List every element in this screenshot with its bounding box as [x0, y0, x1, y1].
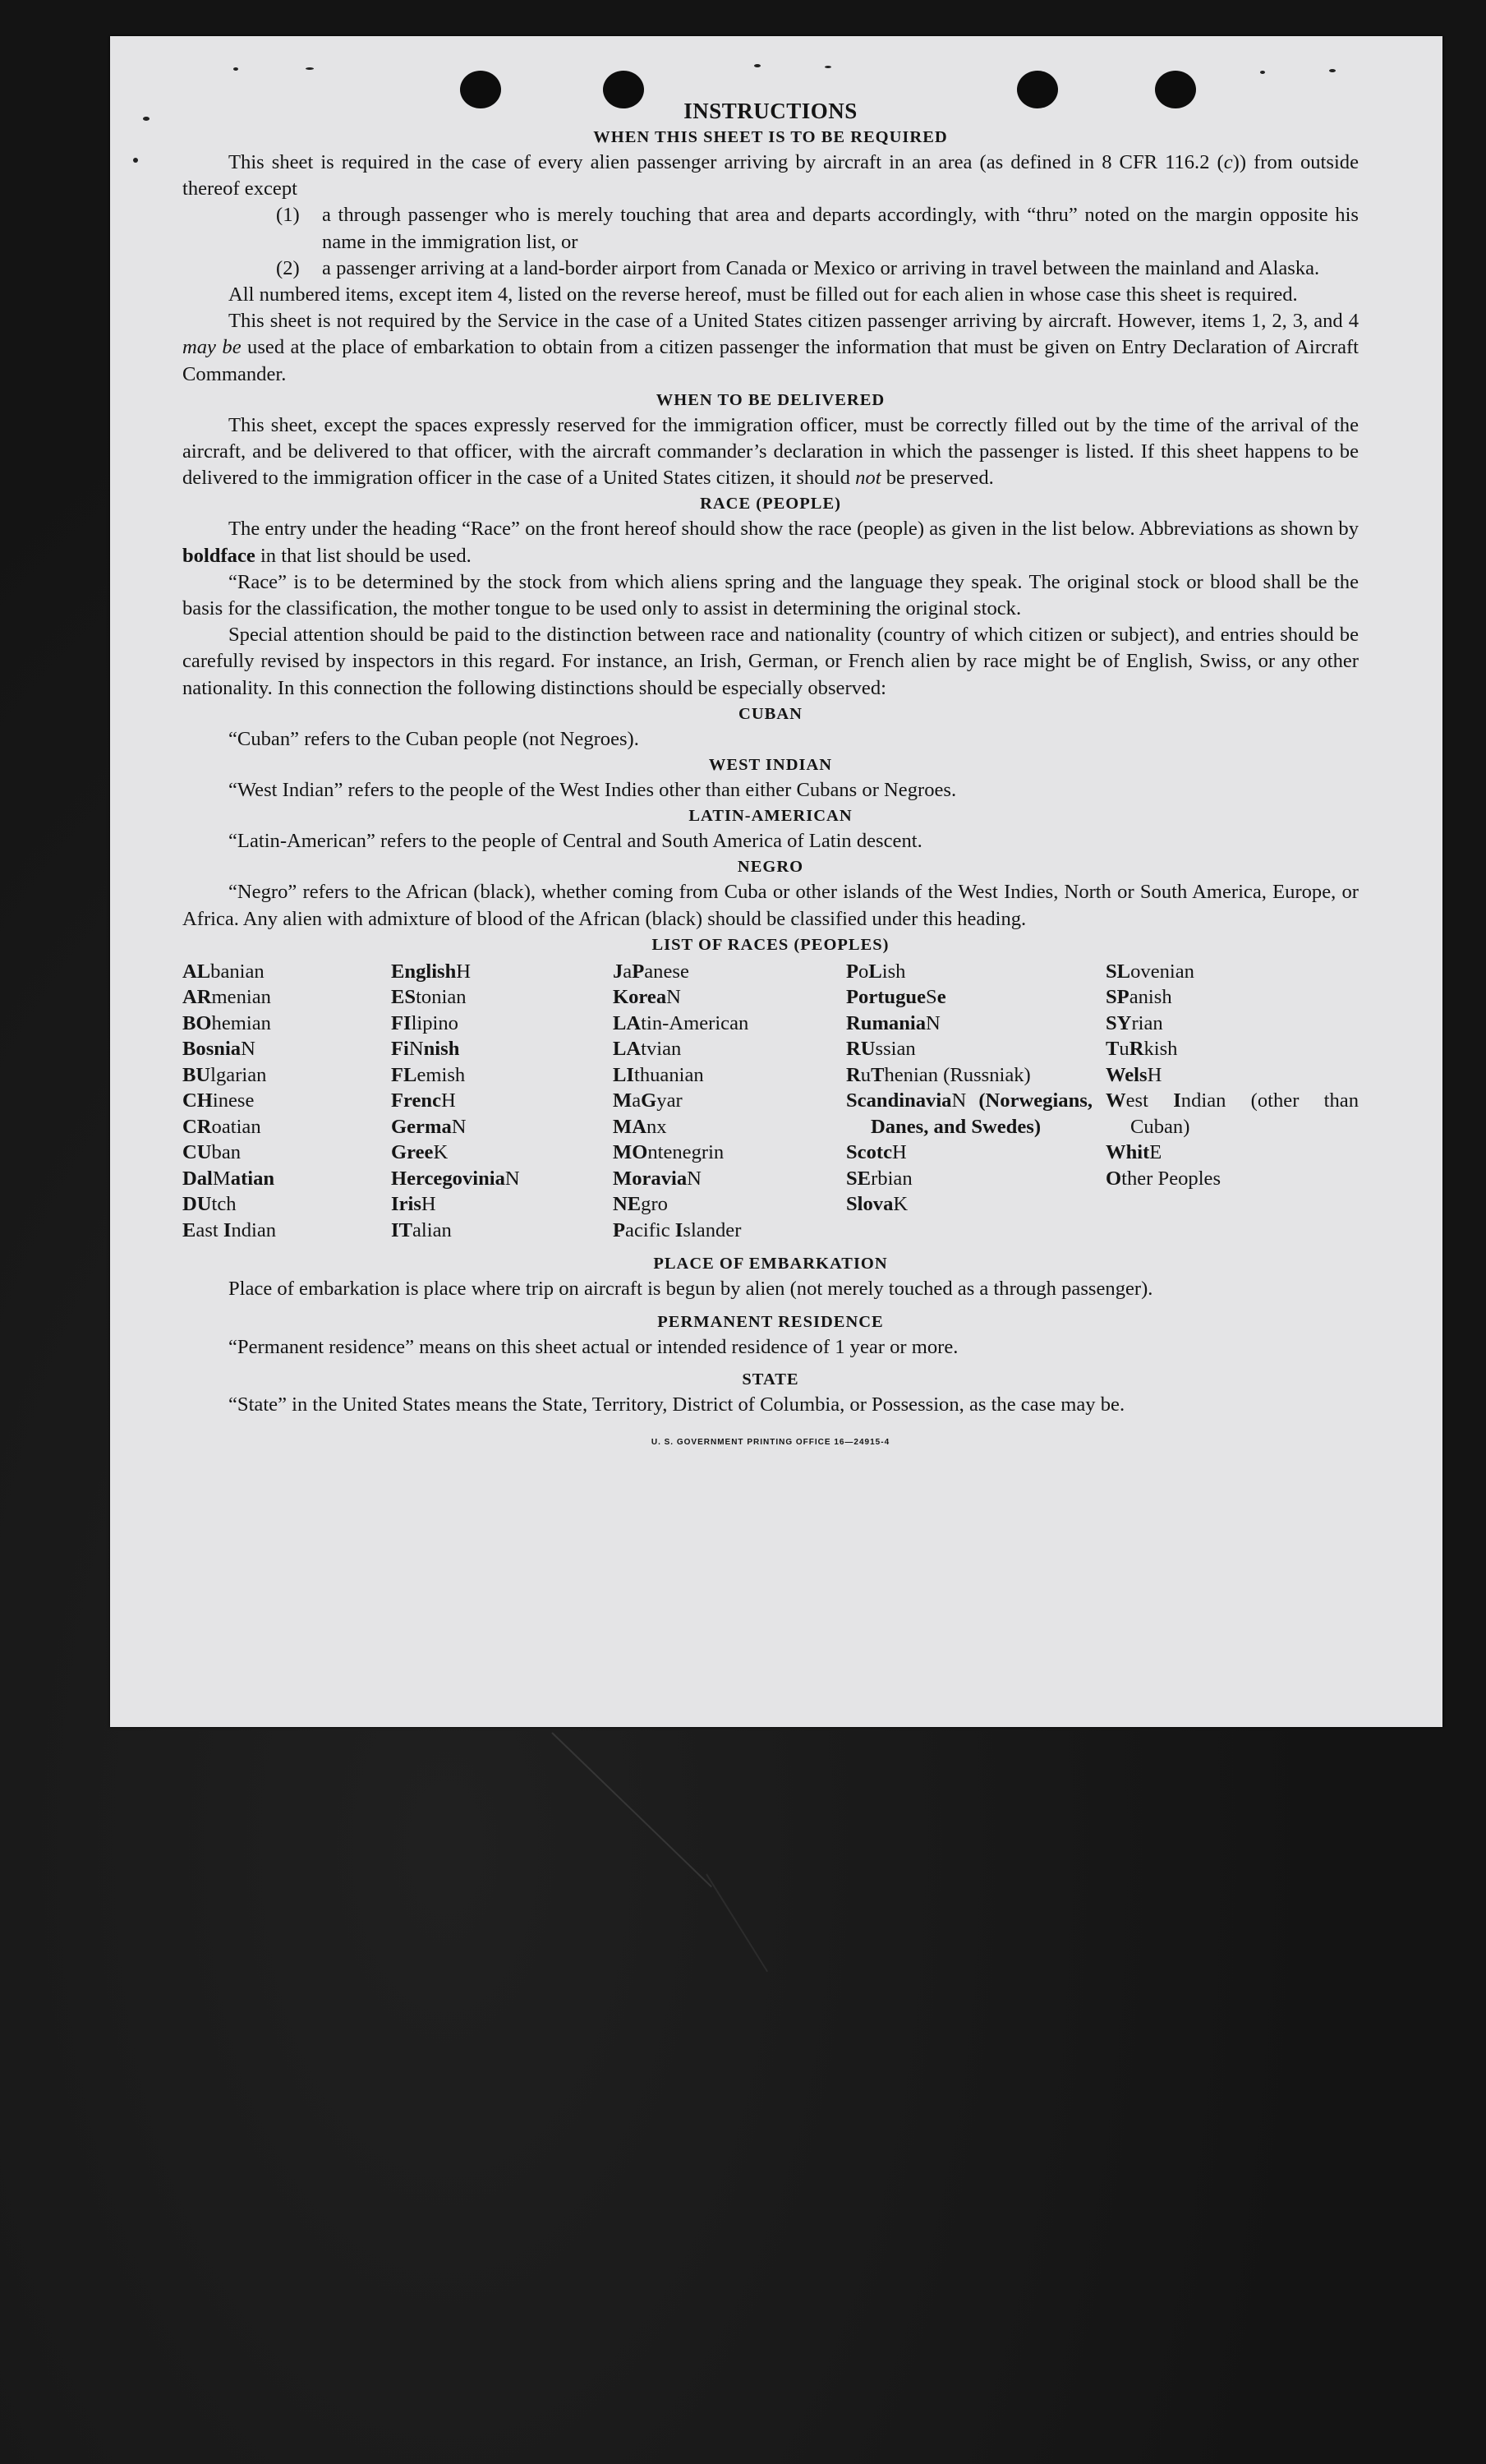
race-abbreviation: Scandinavia	[846, 1089, 952, 1112]
race-abbreviation: Germa	[391, 1115, 452, 1138]
race-abbreviation: CR	[182, 1115, 212, 1138]
race-entry	[846, 984, 1093, 1011]
race-entry	[846, 1062, 1093, 1089]
race-name-part: S	[926, 986, 937, 1009]
dust-speck	[306, 67, 314, 70]
dust-speck	[1260, 71, 1265, 74]
race-abbreviation: IT	[391, 1218, 412, 1241]
race-name-part: slander	[683, 1218, 742, 1241]
race-name-part: H	[421, 1193, 436, 1216]
race-abbreviation: NE	[613, 1193, 642, 1216]
race-name-part: N	[926, 1011, 941, 1034]
race-entry	[391, 1140, 613, 1166]
race-entry	[1106, 1088, 1359, 1140]
race-name-part: menian	[211, 986, 271, 1009]
item-text: a passenger arriving at a land-border airport from Canada or Mexico or arriving in travel between the mainland and Alaska.	[322, 256, 1320, 279]
page-title: INSTRUCTIONS	[683, 99, 858, 123]
race-abbreviation: M	[613, 1089, 633, 1112]
race-name-part: a	[623, 960, 633, 983]
race-abbreviation: Moravia	[613, 1167, 688, 1190]
race-entry	[391, 984, 613, 1011]
race-abbreviation: CU	[182, 1141, 212, 1164]
race-abbreviation: Hercegovinia	[391, 1167, 505, 1190]
race-name-part: ndian (other than Cuban)	[1130, 1089, 1359, 1138]
race-name-part: K	[433, 1141, 449, 1164]
dust-speck	[1329, 69, 1336, 72]
race-entry	[1106, 1062, 1359, 1089]
race-column	[846, 959, 1093, 1244]
race-name-part: ntenegrin	[647, 1141, 725, 1164]
paragraph: “Negro” refers to the African (black), whether coming from Cuba or other islands of the West Indies, North or South America, Europe, or Africa. Any alien with admixture of blood of the African (black) should be classified under this heading.	[182, 881, 1359, 930]
race-entry	[391, 1218, 613, 1244]
race-name-part: u	[1119, 1038, 1129, 1061]
race-abbreviation: Fi	[391, 1038, 409, 1061]
race-name-part: N	[666, 986, 681, 1009]
race-abbreviation: P	[846, 960, 859, 983]
list-item	[276, 256, 1359, 282]
dust-speck	[754, 64, 761, 67]
section-heading-required: WHEN THIS SHEET IS TO BE REQUIRED	[593, 128, 948, 146]
race-abbreviation: MO	[613, 1141, 648, 1164]
race-abbreviation: BU	[182, 1063, 211, 1086]
race-entry	[182, 1088, 391, 1114]
dust-speck	[825, 66, 831, 68]
race-name-part: inese	[212, 1089, 255, 1112]
race-abbreviation: Rumania	[846, 1011, 927, 1034]
race-abbreviation: E	[182, 1218, 196, 1241]
race-name-part: yar	[656, 1089, 683, 1112]
race-abbreviation: Bosnia	[182, 1038, 242, 1061]
race-entry	[613, 1114, 846, 1140]
race-entry	[846, 1036, 1093, 1062]
race-entry	[613, 1088, 846, 1114]
race-entry	[1106, 1036, 1359, 1062]
section-heading-west-indian: WEST INDIAN	[708, 756, 833, 775]
race-entry	[613, 1218, 846, 1244]
race-name-part: ndian	[231, 1218, 277, 1241]
item-number: (2)	[276, 256, 300, 279]
race-entry	[391, 1088, 613, 1114]
race-abbreviation: e	[936, 986, 946, 1009]
race-entry	[846, 959, 1093, 985]
race-abbreviation: FL	[391, 1063, 417, 1086]
list-item	[276, 202, 1359, 255]
race-entry	[1106, 1140, 1359, 1166]
race-abbreviation: CH	[182, 1089, 213, 1112]
race-abbreviation: BO	[182, 1011, 212, 1034]
race-entry	[182, 1218, 391, 1244]
race-abbreviation: SL	[1106, 960, 1131, 983]
race-name-part: H	[441, 1089, 456, 1112]
race-abbreviation: MA	[613, 1115, 646, 1138]
race-name-part: ast	[196, 1218, 223, 1241]
race-abbreviation: AR	[182, 986, 212, 1009]
race-entry	[391, 959, 613, 985]
race-abbreviation: Korea	[613, 986, 667, 1009]
race-entry	[182, 1140, 391, 1166]
race-name-part: M	[212, 1167, 231, 1190]
race-name-part: nx	[646, 1115, 667, 1138]
section-heading-list-of-races: LIST OF RACES (PEOPLES)	[651, 935, 890, 954]
race-list	[182, 959, 1359, 1244]
race-name-part: N	[408, 1038, 424, 1061]
race-name-part: N	[504, 1167, 520, 1190]
race-entry	[391, 1166, 613, 1192]
race-name-part: N	[951, 1089, 967, 1112]
race-name-part: alian	[412, 1218, 452, 1241]
paragraph: This sheet, except the spaces expressly reserved for the immigration officer, must be correctly filled out by the time of the arrival of the aircraft, and be delivered to that officer, with the aircraft commander’s declaration in which the passenger is listed. If this sheet happens to be delivered to the immigration officer in the case of a United States citizen, it should not be preserved.	[182, 413, 1359, 490]
race-name-part: a	[632, 1089, 642, 1112]
section-heading-latin-american: LATIN-AMERICAN	[688, 807, 853, 826]
instructions-text	[182, 97, 1359, 1456]
section-heading-negro: NEGRO	[737, 858, 804, 877]
race-name-part: E	[1149, 1141, 1162, 1164]
race-abbreviation: LA	[613, 1038, 642, 1061]
race-name-part: thuanian	[633, 1063, 704, 1086]
race-name-part: ssian	[875, 1038, 916, 1061]
race-name-part: H	[456, 960, 472, 983]
paragraph: “Latin-American” refers to the people of Central and South America of Latin descent.	[228, 830, 922, 853]
race-abbreviation: L	[868, 960, 882, 983]
section-heading-delivered: WHEN TO BE DELIVERED	[656, 390, 886, 409]
paragraph: The entry under the heading “Race” on the front hereof should show the race (people) as given in the list below. Abbreviations as shown by boldface in that list should be used.	[182, 518, 1359, 567]
race-abbreviation: AL	[182, 960, 211, 983]
race-entry	[613, 1166, 846, 1192]
race-abbreviation: I	[674, 1218, 683, 1241]
race-name-part: acific	[625, 1218, 675, 1241]
race-entry	[846, 1166, 1093, 1192]
paragraph: Special attention should be paid to the distinction between race and nationality (country of which citizen or subject), and entries should be carefully revised by inspectors in this regard. For instance, an Irish, German, or French alien by race might be of English, Swiss, or any other nationality. In this connection the following distinctions should be especially observed:	[182, 624, 1359, 699]
race-abbreviation: Gree	[391, 1141, 434, 1164]
paragraph: “West Indian” refers to the people of the West Indies other than either Cubans or Negroes.	[228, 779, 957, 802]
race-name-part: hemian	[211, 1011, 271, 1034]
race-name-part: emish	[416, 1063, 466, 1086]
section-heading-state: STATE	[742, 1370, 799, 1389]
race-entry	[182, 1036, 391, 1062]
race-abbreviation: Whit	[1106, 1141, 1150, 1164]
race-name-part: henian (Russniak)	[884, 1063, 1031, 1086]
printer-imprint: U. S. GOVERNMENT PRINTING OFFICE 16—24915-4	[651, 1437, 890, 1447]
race-name-part: H	[1147, 1063, 1162, 1086]
race-name-part: ban	[211, 1141, 242, 1164]
race-abbreviation: R	[846, 1063, 861, 1086]
race-name-part: o	[858, 960, 869, 983]
race-abbreviation: SP	[1106, 986, 1129, 1009]
section-heading-residence: PERMANENT RESIDENCE	[657, 1312, 884, 1331]
race-abbreviation: Wels	[1106, 1063, 1148, 1086]
race-entry	[1106, 984, 1359, 1011]
race-abbreviation: I	[223, 1218, 232, 1241]
race-entry	[391, 1114, 613, 1140]
race-name-part: anese	[644, 960, 689, 983]
race-entry	[182, 1191, 391, 1218]
dust-speck	[233, 67, 238, 71]
race-column	[391, 959, 613, 1244]
race-name-part: anish	[1129, 986, 1172, 1009]
race-name-part: ish	[881, 960, 906, 983]
race-abbreviation: ES	[391, 986, 416, 1009]
race-column	[182, 959, 391, 1244]
paragraph: “State” in the United States means the State, Territory, District of Columbia, or Possession, as the case may be.	[228, 1393, 1125, 1416]
race-name-part: rian	[1131, 1011, 1163, 1034]
section-heading-cuban: CUBAN	[738, 704, 803, 723]
race-abbreviation: Scotc	[846, 1141, 892, 1164]
race-name-part: est	[1125, 1089, 1174, 1112]
section-heading-race: RACE (PEOPLE)	[700, 495, 841, 514]
race-abbreviation: SE	[846, 1167, 872, 1190]
race-entry	[1106, 959, 1359, 985]
paragraph: Place of embarkation is place where trip on aircraft is begun by alien (not merely touched as a through passenger).	[228, 1278, 1153, 1301]
race-entry	[613, 1191, 846, 1218]
paragraph: This sheet is not required by the Service in the case of a United States citizen passenger arriving by aircraft. However, items 1, 2, 3, and 4 may be used at the place of embarkation to obtain from a citizen passenger the information that must be given on Entry Declaration of Aircraft Commander.	[182, 310, 1359, 385]
race-name-part: rbian	[871, 1167, 913, 1190]
race-abbreviation: R	[1129, 1038, 1144, 1061]
race-entry	[182, 1114, 391, 1140]
race-abbreviation: P	[632, 960, 645, 983]
paragraph: “Permanent residence” means on this sheet actual or intended residence of 1 year or more.	[228, 1335, 959, 1358]
race-entry	[613, 984, 846, 1011]
paragraph: “Race” is to be determined by the stock from which aliens spring and the language they speak. The original stock or blood shall be the basis for the classification, the mother tongue to be used only to assist in determining the original stock.	[182, 570, 1359, 620]
race-entry	[182, 1166, 391, 1192]
race-abbreviation: English	[391, 960, 457, 983]
paragraph: “Cuban” refers to the Cuban people (not Negroes).	[228, 727, 639, 750]
race-name-part: tonian	[416, 986, 467, 1009]
dust-speck	[143, 117, 150, 121]
race-name-part: N	[687, 1167, 702, 1190]
race-entry	[182, 1011, 391, 1037]
race-abbreviation: Portugue	[846, 986, 926, 1009]
paragraph: This sheet is required in the case of every alien passenger arriving by aircraft in an area (as defined in 8 CFR 116.2 (c)) from outside thereof except	[182, 151, 1359, 200]
race-entry	[182, 1062, 391, 1089]
race-name-part: oatian	[211, 1115, 261, 1138]
race-entry	[1106, 1011, 1359, 1037]
race-name-part: tvian	[641, 1038, 682, 1061]
race-entry	[846, 1140, 1093, 1166]
race-column	[1093, 959, 1359, 1244]
race-abbreviation: Slova	[846, 1193, 894, 1216]
instruction-sheet	[110, 36, 1442, 1727]
race-entry	[613, 1140, 846, 1166]
race-entry	[613, 959, 846, 985]
race-entry	[182, 959, 391, 985]
race-name-part: N	[451, 1115, 467, 1138]
race-entry	[846, 1191, 1093, 1218]
item-text: a through passenger who is merely touching that area and departs accordingly, with “thru” noted on the margin opposite his name in the immigration list, or	[322, 204, 1359, 253]
race-abbreviation: P	[613, 1218, 626, 1241]
race-abbreviation: Dal	[182, 1167, 213, 1190]
race-abbreviation: T	[871, 1063, 885, 1086]
race-entry	[613, 1062, 846, 1089]
race-entry	[182, 984, 391, 1011]
race-name-part: gro	[641, 1193, 668, 1216]
race-abbreviation: LI	[613, 1063, 634, 1086]
race-abbreviation: T	[1106, 1038, 1120, 1061]
race-name-part: N	[241, 1038, 255, 1061]
race-entry	[391, 1036, 613, 1062]
race-column	[613, 959, 846, 1244]
race-abbreviation: atian	[230, 1167, 275, 1190]
race-entry	[846, 1011, 1093, 1037]
race-abbreviation: J	[613, 960, 623, 983]
race-name-part: tin-American	[641, 1011, 749, 1034]
race-name-part: H	[892, 1141, 907, 1164]
race-entry	[391, 1011, 613, 1037]
race-entry	[391, 1191, 613, 1218]
race-abbreviation: I	[1173, 1089, 1181, 1112]
race-abbreviation: O	[1106, 1167, 1122, 1190]
race-abbreviation: W	[1106, 1089, 1126, 1112]
race-entry	[613, 1036, 846, 1062]
race-abbreviation: nish	[423, 1038, 460, 1061]
race-abbreviation: DU	[182, 1193, 212, 1216]
race-name-part: u	[860, 1063, 872, 1086]
item-number: (1)	[276, 204, 300, 227]
race-abbreviation: FI	[391, 1011, 412, 1034]
race-abbreviation: RU	[846, 1038, 876, 1061]
race-name-part: tch	[211, 1193, 237, 1216]
race-abbreviation: (Norwegians, Danes, and Swedes)	[871, 1089, 1093, 1138]
dust-speck	[133, 158, 138, 163]
race-name-part: ovenian	[1130, 960, 1194, 983]
race-abbreviation: G	[641, 1089, 657, 1112]
race-name-part: banian	[210, 960, 265, 983]
section-heading-embarkation: PLACE OF EMBARKATION	[653, 1255, 888, 1273]
race-name-part: kish	[1143, 1038, 1178, 1061]
race-entry	[846, 1088, 1093, 1140]
race-entry	[613, 1011, 846, 1037]
race-entry	[391, 1062, 613, 1089]
race-abbreviation: LA	[613, 1011, 642, 1034]
race-abbreviation: SY	[1106, 1011, 1132, 1034]
race-entry	[1106, 1166, 1359, 1192]
paragraph: All numbered items, except item 4, listed on the reverse hereof, must be filled out for each alien in whose case this sheet is required.	[228, 283, 1298, 306]
race-name-part: K	[893, 1193, 909, 1216]
race-abbreviation: Frenc	[391, 1089, 442, 1112]
race-name-part: lipino	[411, 1011, 458, 1034]
race-name-part: lgarian	[210, 1063, 267, 1086]
race-name-part: ther Peoples	[1121, 1167, 1221, 1190]
race-abbreviation: Iris	[391, 1193, 421, 1216]
